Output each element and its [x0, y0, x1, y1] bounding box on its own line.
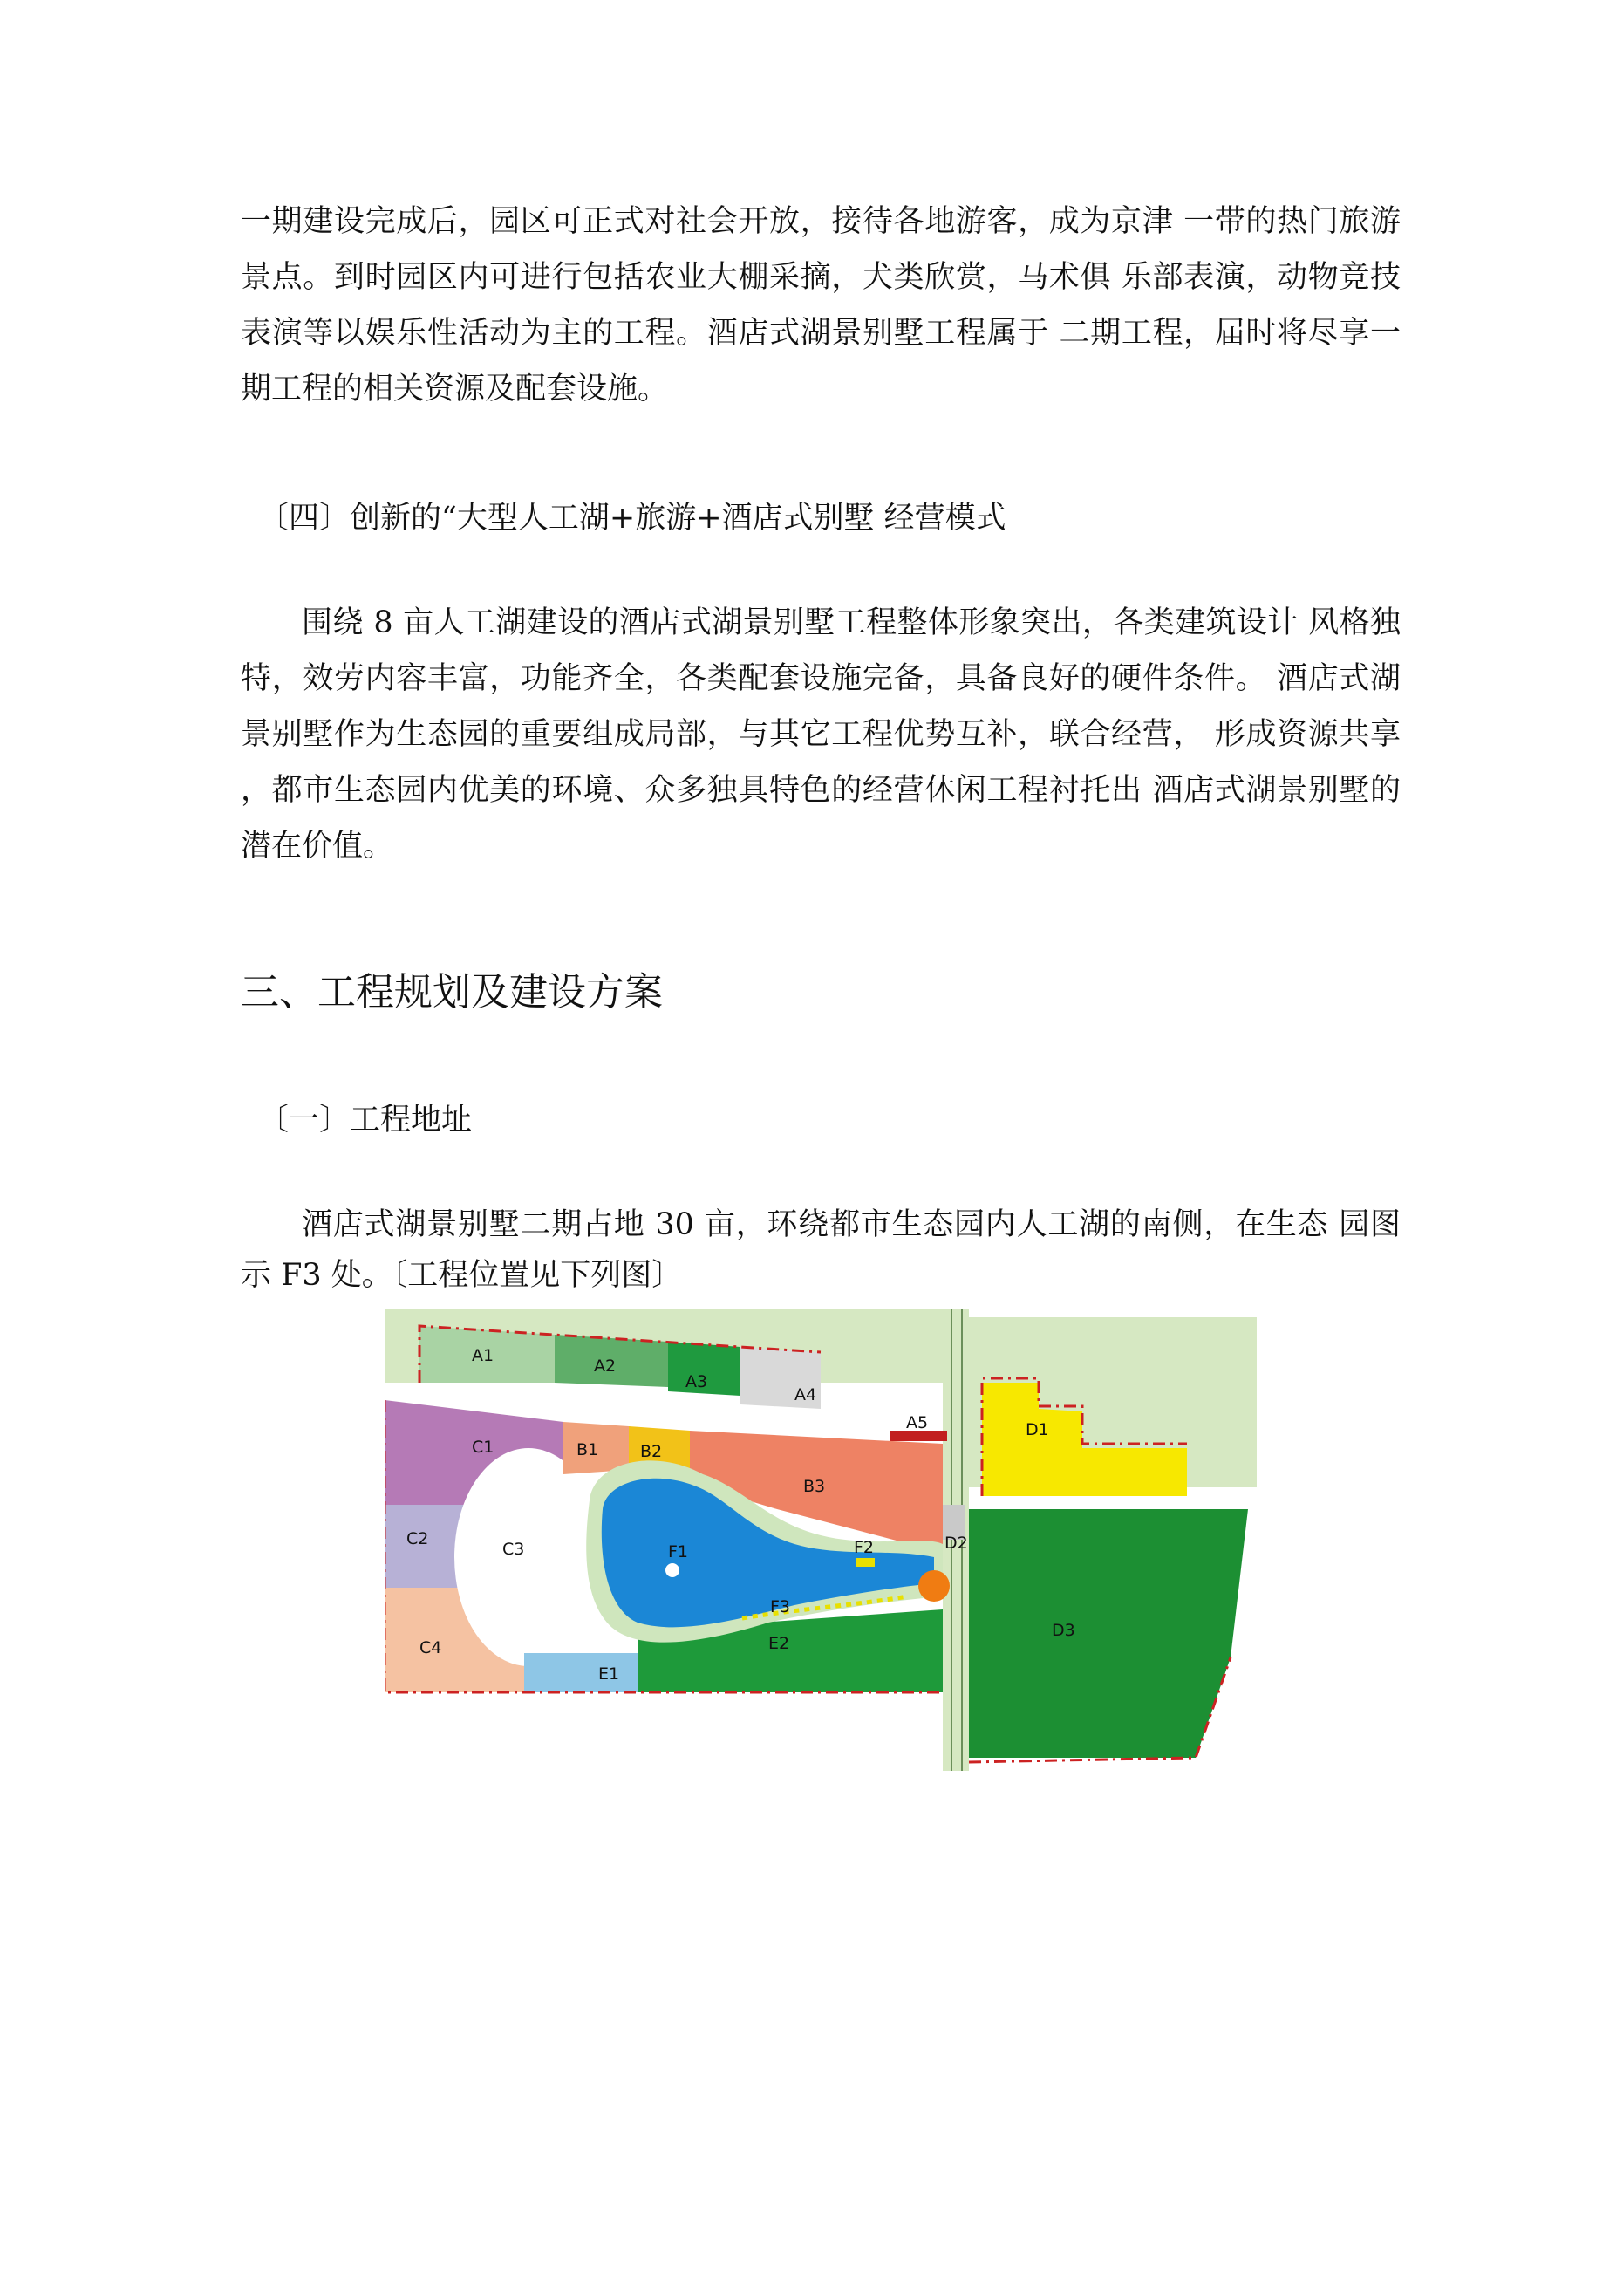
subheading-project-site: 〔一〕工程地址: [258, 1103, 473, 1138]
text-line: 围绕 8 亩人工湖建设的酒店式湖景别墅工程整体形象突出，各类建筑设计 风格独: [302, 605, 1401, 640]
label-A5: A5: [906, 1413, 929, 1432]
label-B2: B2: [640, 1442, 663, 1461]
label-A1: A1: [472, 1346, 494, 1365]
text-line: 示 F3 处。〔工程位置见下列图〕: [241, 1258, 683, 1293]
text-line: ，都市生态园内优美的环境、众多独具特色的经营休闲工程衬托出 酒店式湖景别墅的: [241, 773, 1401, 808]
zone-F2: [856, 1558, 875, 1567]
paragraph-phase-one: [241, 194, 1401, 417]
text-line: 景别墅作为生态园的重要组成局部，与其它工程优势互补，联合经营， 形成资源共享: [241, 717, 1401, 752]
site-plan-map: [385, 1309, 1257, 1771]
section-heading-planning: 三、工程规划及建设方案: [241, 970, 663, 1015]
label-C1: C1: [472, 1438, 494, 1457]
paragraph-site-location: [241, 1199, 1401, 1301]
site-plan-svg: [385, 1309, 1257, 1771]
orange-pavilion: [918, 1570, 950, 1602]
subheading-innovation-model: 〔四〕创新的“大型人工湖+旅游+酒店式别墅 经营模式: [258, 501, 1006, 536]
zone-E1: [524, 1653, 638, 1692]
label-B3: B3: [803, 1477, 826, 1496]
zone-C3: [454, 1448, 603, 1666]
zone-D3: [969, 1509, 1248, 1758]
text-line: 酒店式湖景别墅二期占地 30 亩，环绕都市生态园内人工湖的南侧，在生态 园图: [302, 1207, 1401, 1242]
label-C3: C3: [502, 1540, 525, 1559]
label-C4: C4: [419, 1638, 442, 1657]
label-F1: F1: [668, 1542, 689, 1561]
label-D3: D3: [1052, 1621, 1075, 1640]
label-D2: D2: [944, 1534, 968, 1553]
paragraph-lake-villa: [241, 595, 1401, 874]
label-A4: A4: [794, 1385, 817, 1404]
text-line: 表演等以娱乐性活动为主的工程。酒店式湖景别墅工程属于 二期工程，届时将尽享一: [241, 316, 1401, 351]
label-A2: A2: [594, 1356, 617, 1376]
label-F2: F2: [854, 1538, 875, 1557]
text-line: 一期建设完成后，园区可正式对社会开放，接待各地游客，成为京津 一带的热门旅游: [241, 204, 1401, 239]
label-F3: F3: [770, 1597, 791, 1616]
lake-island: [665, 1563, 679, 1577]
label-D1: D1: [1026, 1420, 1049, 1439]
text-line: 特，效劳内容丰富，功能齐全，各类配套设施完备，具备良好的硬件条件。 酒店式湖: [241, 661, 1401, 696]
text-line: 期工程的相关资源及配套设施。: [241, 372, 669, 407]
text-line: 景点。到时园区内可进行包括农业大棚采摘，犬类欣赏，马术俱 乐部表演，动物竞技: [241, 260, 1401, 295]
label-E1: E1: [598, 1664, 620, 1684]
text-line: 潜在价值。: [241, 829, 394, 864]
label-B1: B1: [576, 1440, 599, 1459]
label-E2: E2: [768, 1634, 790, 1653]
label-C2: C2: [406, 1529, 429, 1548]
label-A3: A3: [685, 1372, 708, 1391]
